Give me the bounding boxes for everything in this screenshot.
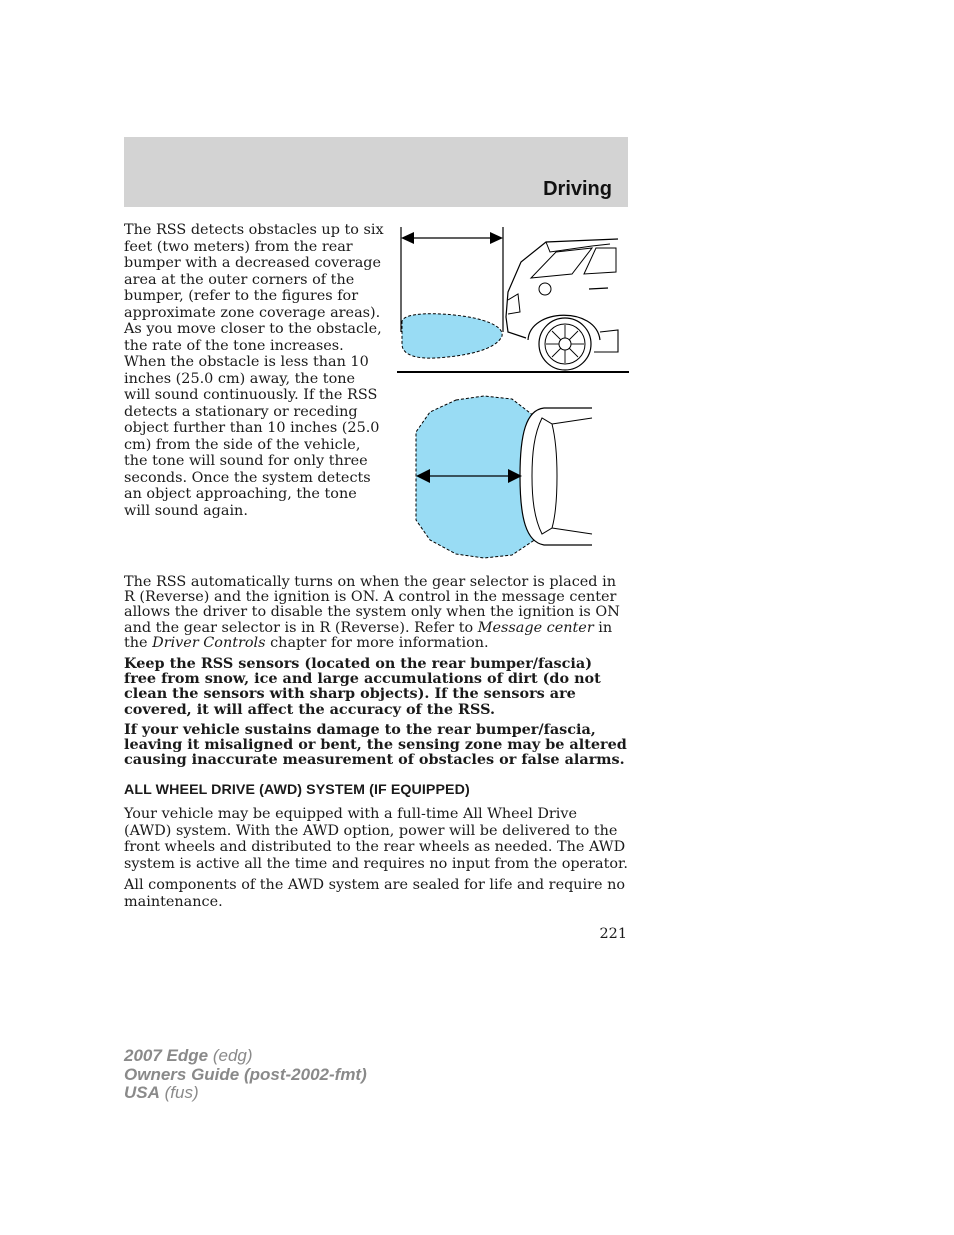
footer-model: 2007 Edge (124, 1046, 209, 1065)
rss-auto-on-paragraph (124, 575, 628, 651)
footer-guide-line (124, 1066, 367, 1085)
awd-paragraph-2: All components of the AWD system are sealed for life and require no maintenance. (124, 877, 626, 910)
footer-guide: Owners Guide (post-2002-fmt) (124, 1064, 367, 1084)
footer (124, 1047, 367, 1103)
footer-market: USA (124, 1083, 160, 1102)
page-number: 221 (599, 926, 627, 942)
footer-model-line (124, 1047, 367, 1066)
driver-controls-reference: Driver Controls (152, 634, 266, 651)
footer-model-code: (edg) (212, 1046, 253, 1065)
message-center-reference: Message center (477, 619, 594, 636)
side-zone (402, 314, 502, 358)
section-title: Driving (543, 178, 612, 200)
rss-side-view-figure (396, 222, 630, 374)
awd-heading: ALL WHEEL DRIVE (AWD) SYSTEM (IF EQUIPPED) (124, 782, 470, 798)
sensor-warning-paragraph: Keep the RSS sensors (located on the rear bumper/fascia) free from snow, ice and large accumulations of dirt (do not clean the sensors with sharp objects). If the sensors are covered, it will affect the accuracy of the RSS. (124, 655, 601, 718)
footer-market-code: (fus) (164, 1083, 199, 1102)
rss-top-view-figure (412, 394, 596, 560)
header-band (124, 137, 628, 207)
text-run: in the (124, 619, 613, 651)
awd-paragraph-1: Your vehicle may be equipped with a full-time All Wheel Drive (AWD) system. With the AWD option, power will be delivered to the front wheels and distributed to the rear wheels as needed. The AWD system is active all the time and requires no input from the operator. (124, 806, 628, 872)
rss-intro-paragraph: The RSS detects obstacles up to six feet (two meters) from the rear bumper with a decreased coverage area at the outer corners of the bumper, (refer to the figures for approximate zone coverage areas). As you move closer to the obstacle, the rate of the tone increases. When the obstacle is less than 10 inches (25.0 cm) away, the tone will sound continuously. If the RSS detects a stationary or receding object further than 10 inches (25.0 cm) from the side of the vehicle, the tone will sound for only three seconds. Once the system detects an object approaching, the tone will sound again. (124, 222, 384, 519)
text-run: chapter for more information. (265, 634, 489, 651)
footer-market-line (124, 1084, 367, 1103)
text-run: The RSS automatically turns on when the gear selector is placed in R (Reverse) and the ignition is ON. A control in the message center allows the driver to disable the system only when the ignition is ON and the gear selector is in R (Reverse). Refer to (124, 574, 620, 636)
damage-warning-paragraph: If your vehicle sustains damage to the rear bumper/fascia, leaving it misaligned or bent, the sensing zone may be altered causing inaccurate measurement of obstacles or false alarms. (124, 721, 627, 769)
